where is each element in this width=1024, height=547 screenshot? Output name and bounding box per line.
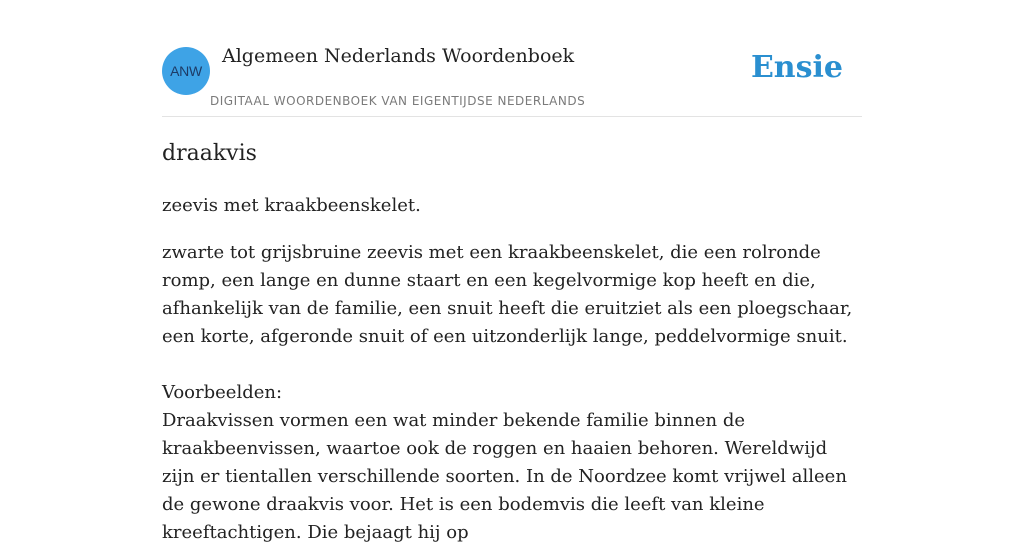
short-definition: zeevis met kraakbeenskelet. (162, 195, 421, 216)
anw-logo[interactable]: ANW (162, 47, 210, 95)
site-subtitle: DIGITAAL WOORDENBOEK VAN EIGENTIJDSE NEDERLANDS (210, 94, 586, 108)
page (162, 0, 862, 543)
long-definition: zwarte tot grijsbruine zeevis met een kraakbeenskelet, die een rolronde romp, een lange en dunne staart en een kegelvormige kop heeft en die, afhankelijk van de familie, een snuit heeft die eruitziet als een ploegschaar, een korte, afgeronde snuit of een uitzonderlijk lange, peddelvormige snuit. (162, 242, 853, 347)
site-title[interactable]: Algemeen Nederlands Woordenboek (222, 45, 575, 67)
examples-label: Voorbeelden: (162, 382, 283, 403)
ensie-brand-link[interactable]: Ensie (750, 50, 843, 85)
site-header (162, 0, 862, 117)
example-text: Draakvissen vormen een wat minder bekende familie binnen de kraakbeenvissen, waartoe ook de roggen en haaien behoren. Wereldwijd zijn er tientallen verschillende soorten. In de Noordzee komt vrijwel alleen de gewone draakvis voor. Het is een bodemvis die leeft van kleine kreeftachtigen. Die bejaagt hij op (162, 410, 847, 543)
entry-title: draakvis (162, 141, 257, 166)
